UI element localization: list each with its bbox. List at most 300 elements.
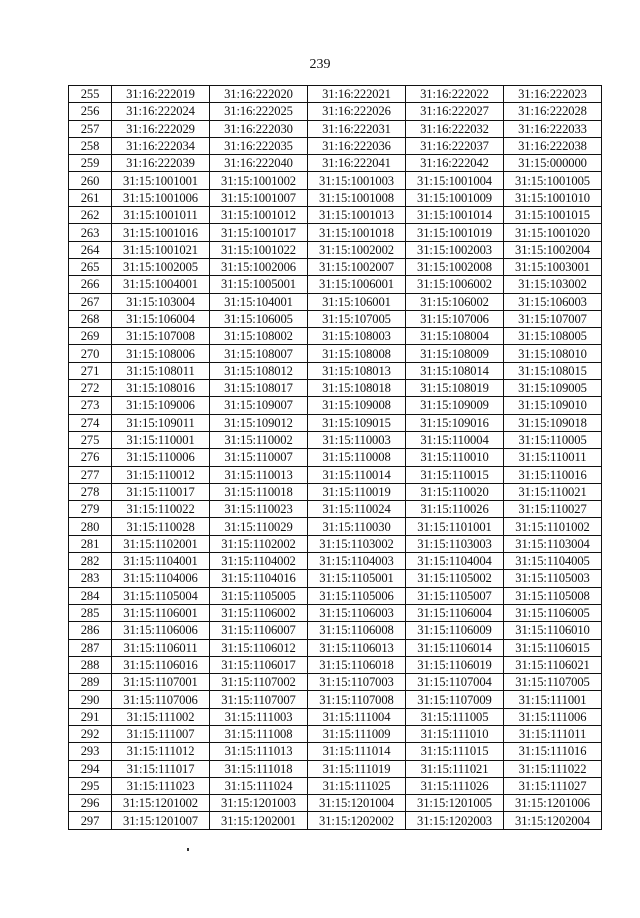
cadastral-number-cell: 31:15:111003 [210, 708, 308, 725]
cadastral-number-table [68, 85, 602, 830]
cadastral-number-cell: 31:16:222032 [406, 120, 504, 137]
cadastral-number-cell: 31:15:1105006 [308, 587, 406, 604]
page-number: 239 [309, 57, 331, 72]
cadastral-number-cell: 31:15:1102001 [112, 535, 210, 552]
table-row [69, 587, 602, 604]
cadastral-number-cell: 31:15:109011 [112, 414, 210, 431]
cadastral-number-cell: 31:15:1001015 [504, 207, 602, 224]
cadastral-number-cell: 31:15:109005 [504, 380, 602, 397]
cadastral-number-cell: 31:15:1001006 [112, 189, 210, 206]
cadastral-number-cell: 31:15:111027 [504, 777, 602, 794]
cadastral-number-cell: 31:15:1107002 [210, 674, 308, 691]
cadastral-number-cell: 31:15:110028 [112, 518, 210, 535]
cadastral-number-cell: 31:15:109012 [210, 414, 308, 431]
table-row [69, 674, 602, 691]
cadastral-number-cell: 31:16:222039 [112, 155, 210, 172]
table-row [69, 812, 602, 829]
cadastral-number-cell: 31:15:108015 [504, 362, 602, 379]
row-number-cell: 258 [69, 137, 112, 154]
table-row [69, 293, 602, 310]
table-row [69, 328, 602, 345]
row-number-cell: 255 [69, 86, 112, 103]
cadastral-number-cell: 31:15:108019 [406, 380, 504, 397]
cadastral-number-cell: 31:15:109016 [406, 414, 504, 431]
cadastral-number-cell: 31:15:1107004 [406, 674, 504, 691]
cadastral-number-cell: 31:15:1106013 [308, 639, 406, 656]
cadastral-number-cell: 31:15:1107006 [112, 691, 210, 708]
cadastral-number-cell: 31:16:222020 [210, 86, 308, 103]
cadastral-number-cell: 31:15:111019 [308, 760, 406, 777]
cadastral-number-cell: 31:16:222037 [406, 137, 504, 154]
cadastral-number-cell: 31:15:109007 [210, 397, 308, 414]
cadastral-number-cell: 31:15:1006001 [308, 276, 406, 293]
row-number-cell: 280 [69, 518, 112, 535]
cadastral-number-cell: 31:15:1106017 [210, 656, 308, 673]
cadastral-number-cell: 31:15:1104003 [308, 553, 406, 570]
cadastral-number-cell: 31:15:1105003 [504, 570, 602, 587]
cadastral-number-cell: 31:15:1104004 [406, 553, 504, 570]
cadastral-number-cell: 31:15:1002004 [504, 241, 602, 258]
cadastral-number-cell: 31:15:110019 [308, 483, 406, 500]
table-row [69, 760, 602, 777]
cadastral-number-cell: 31:15:107006 [406, 310, 504, 327]
cadastral-number-cell: 31:15:109010 [504, 397, 602, 414]
row-number-cell: 295 [69, 777, 112, 794]
row-number-cell: 288 [69, 656, 112, 673]
cadastral-number-cell: 31:15:1101001 [406, 518, 504, 535]
cadastral-number-cell: 31:15:108010 [504, 345, 602, 362]
cadastral-number-cell: 31:15:1105001 [308, 570, 406, 587]
cadastral-number-cell: 31:15:1202001 [210, 812, 308, 829]
cadastral-number-cell: 31:15:1001011 [112, 207, 210, 224]
table-row [69, 535, 602, 552]
row-number-cell: 259 [69, 155, 112, 172]
cadastral-number-cell: 31:15:110017 [112, 483, 210, 500]
cadastral-number-cell: 31:15:110029 [210, 518, 308, 535]
table-row [69, 639, 602, 656]
table-row [69, 501, 602, 518]
cadastral-number-cell: 31:15:1201002 [112, 795, 210, 812]
cadastral-number-cell: 31:15:111007 [112, 725, 210, 742]
cadastral-number-cell: 31:15:111024 [210, 777, 308, 794]
table-row [69, 466, 602, 483]
row-number-cell: 271 [69, 362, 112, 379]
row-number-cell: 290 [69, 691, 112, 708]
cadastral-number-cell: 31:15:1104005 [504, 553, 602, 570]
row-number-cell: 256 [69, 103, 112, 120]
cadastral-number-cell: 31:15:1106003 [308, 604, 406, 621]
cadastral-number-cell: 31:15:1002005 [112, 258, 210, 275]
cadastral-number-cell: 31:15:1107005 [504, 674, 602, 691]
cadastral-number-cell: 31:15:1001007 [210, 189, 308, 206]
cadastral-number-cell: 31:15:110026 [406, 501, 504, 518]
cadastral-number-cell: 31:15:1106016 [112, 656, 210, 673]
cadastral-number-cell: 31:16:222025 [210, 103, 308, 120]
table-row [69, 449, 602, 466]
table-row [69, 86, 602, 103]
cadastral-number-cell: 31:15:1106005 [504, 604, 602, 621]
cadastral-number-cell: 31:16:222024 [112, 103, 210, 120]
cadastral-number-cell: 31:15:1001003 [308, 172, 406, 189]
cadastral-number-cell: 31:15:1002008 [406, 258, 504, 275]
cadastral-number-cell: 31:15:1001010 [504, 189, 602, 206]
table-row [69, 777, 602, 794]
cadastral-number-cell: 31:15:106003 [504, 293, 602, 310]
cadastral-number-cell: 31:15:1101002 [504, 518, 602, 535]
cadastral-number-cell: 31:15:1107001 [112, 674, 210, 691]
cadastral-number-cell: 31:15:111026 [406, 777, 504, 794]
row-number-cell: 275 [69, 431, 112, 448]
cadastral-number-cell: 31:15:103002 [504, 276, 602, 293]
row-number-cell: 292 [69, 725, 112, 742]
table-row [69, 155, 602, 172]
cadastral-number-cell: 31:15:1001017 [210, 224, 308, 241]
cadastral-number-cell: 31:16:222035 [210, 137, 308, 154]
table-row [69, 553, 602, 570]
cadastral-number-cell: 31:15:110024 [308, 501, 406, 518]
cadastral-number-cell: 31:15:1201006 [504, 795, 602, 812]
cadastral-number-cell: 31:15:106004 [112, 310, 210, 327]
cadastral-number-cell: 31:15:1001001 [112, 172, 210, 189]
row-number-cell: 270 [69, 345, 112, 362]
cadastral-number-cell: 31:15:111004 [308, 708, 406, 725]
row-number-cell: 291 [69, 708, 112, 725]
cadastral-number-cell: 31:15:107008 [112, 328, 210, 345]
row-number-cell: 266 [69, 276, 112, 293]
cadastral-number-cell: 31:15:111001 [504, 691, 602, 708]
cadastral-number-cell: 31:15:110030 [308, 518, 406, 535]
row-number-cell: 262 [69, 207, 112, 224]
cadastral-number-cell: 31:15:1202004 [504, 812, 602, 829]
cadastral-number-cell: 31:15:108006 [112, 345, 210, 362]
cadastral-number-cell: 31:15:1001022 [210, 241, 308, 258]
cadastral-number-cell: 31:15:108013 [308, 362, 406, 379]
cadastral-number-cell: 31:15:110027 [504, 501, 602, 518]
table-row [69, 345, 602, 362]
cadastral-number-cell: 31:15:1107007 [210, 691, 308, 708]
cadastral-number-cell: 31:15:1105007 [406, 587, 504, 604]
cadastral-number-cell: 31:15:110018 [210, 483, 308, 500]
cadastral-number-cell: 31:15:1001021 [112, 241, 210, 258]
cadastral-number-cell: 31:15:111005 [406, 708, 504, 725]
cadastral-number-cell: 31:15:108002 [210, 328, 308, 345]
table-row [69, 725, 602, 742]
cadastral-number-cell: 31:16:222028 [504, 103, 602, 120]
cadastral-number-cell: 31:15:108009 [406, 345, 504, 362]
cadastral-number-cell: 31:15:1202003 [406, 812, 504, 829]
cadastral-number-cell: 31:15:110014 [308, 466, 406, 483]
table-row [69, 570, 602, 587]
cadastral-number-cell: 31:15:1106002 [210, 604, 308, 621]
row-number-cell: 285 [69, 604, 112, 621]
cadastral-number-cell: 31:15:1106007 [210, 622, 308, 639]
cadastral-number-cell: 31:15:1001016 [112, 224, 210, 241]
cadastral-number-cell: 31:15:1001004 [406, 172, 504, 189]
cadastral-number-cell: 31:15:1002003 [406, 241, 504, 258]
row-number-cell: 267 [69, 293, 112, 310]
cadastral-number-cell: 31:15:1001013 [308, 207, 406, 224]
cadastral-number-cell: 31:15:1104016 [210, 570, 308, 587]
row-number-cell: 281 [69, 535, 112, 552]
cadastral-number-cell: 31:16:222030 [210, 120, 308, 137]
cadastral-number-cell: 31:15:110013 [210, 466, 308, 483]
cadastral-number-cell: 31:15:1103003 [406, 535, 504, 552]
cadastral-number-cell: 31:15:1106015 [504, 639, 602, 656]
cadastral-number-cell: 31:15:111015 [406, 743, 504, 760]
row-number-cell: 283 [69, 570, 112, 587]
cadastral-number-cell: 31:15:110006 [112, 449, 210, 466]
cadastral-number-cell: 31:15:1103004 [504, 535, 602, 552]
table-row [69, 708, 602, 725]
cadastral-number-cell: 31:15:1106006 [112, 622, 210, 639]
cadastral-number-cell: 31:15:108014 [406, 362, 504, 379]
table-row [69, 414, 602, 431]
cadastral-number-cell: 31:15:108007 [210, 345, 308, 362]
cadastral-number-cell: 31:15:110011 [504, 449, 602, 466]
row-number-cell: 269 [69, 328, 112, 345]
cadastral-number-cell: 31:15:1104006 [112, 570, 210, 587]
cadastral-number-cell: 31:15:1201003 [210, 795, 308, 812]
cadastral-number-cell: 31:15:1106001 [112, 604, 210, 621]
cadastral-number-cell: 31:16:222036 [308, 137, 406, 154]
stray-mark [187, 848, 189, 851]
cadastral-number-cell: 31:15:1104001 [112, 553, 210, 570]
cadastral-number-cell: 31:16:222023 [504, 86, 602, 103]
cadastral-number-cell: 31:15:111011 [504, 725, 602, 742]
cadastral-number-cell: 31:16:222041 [308, 155, 406, 172]
cadastral-number-cell: 31:15:1003001 [504, 258, 602, 275]
cadastral-number-cell: 31:15:1106012 [210, 639, 308, 656]
table-row [69, 189, 602, 206]
row-number-cell: 287 [69, 639, 112, 656]
cadastral-number-cell: 31:15:111002 [112, 708, 210, 725]
cadastral-number-cell: 31:15:111023 [112, 777, 210, 794]
cadastral-number-cell: 31:15:111006 [504, 708, 602, 725]
table-row [69, 103, 602, 120]
cadastral-number-cell: 31:15:1107008 [308, 691, 406, 708]
cadastral-number-cell: 31:15:111014 [308, 743, 406, 760]
cadastral-number-cell: 31:15:106002 [406, 293, 504, 310]
cadastral-number-cell: 31:15:106005 [210, 310, 308, 327]
table-row [69, 172, 602, 189]
cadastral-number-cell: 31:15:108016 [112, 380, 210, 397]
row-number-cell: 297 [69, 812, 112, 829]
cadastral-number-cell: 31:16:222034 [112, 137, 210, 154]
cadastral-number-cell: 31:15:1106021 [504, 656, 602, 673]
cadastral-number-cell: 31:15:108003 [308, 328, 406, 345]
cadastral-number-cell: 31:16:222026 [308, 103, 406, 120]
cadastral-number-cell: 31:15:107005 [308, 310, 406, 327]
table-row [69, 656, 602, 673]
table-row [69, 276, 602, 293]
row-number-cell: 289 [69, 674, 112, 691]
row-number-cell: 277 [69, 466, 112, 483]
cadastral-number-cell: 31:15:111021 [406, 760, 504, 777]
cadastral-number-cell: 31:15:1106018 [308, 656, 406, 673]
cadastral-number-cell: 31:15:109008 [308, 397, 406, 414]
cadastral-number-cell: 31:15:1002006 [210, 258, 308, 275]
cadastral-number-cell: 31:15:1001002 [210, 172, 308, 189]
cadastral-number-cell: 31:15:1106010 [504, 622, 602, 639]
cadastral-number-cell: 31:16:222031 [308, 120, 406, 137]
row-number-cell: 268 [69, 310, 112, 327]
cadastral-number-cell: 31:15:1104002 [210, 553, 308, 570]
cadastral-number-cell: 31:15:103004 [112, 293, 210, 310]
table-row [69, 380, 602, 397]
cadastral-number-cell: 31:15:111018 [210, 760, 308, 777]
cadastral-number-cell: 31:15:110010 [406, 449, 504, 466]
table-row [69, 224, 602, 241]
cadastral-number-cell: 31:16:222038 [504, 137, 602, 154]
row-number-cell: 272 [69, 380, 112, 397]
cadastral-number-cell: 31:15:108005 [504, 328, 602, 345]
cadastral-number-cell: 31:16:222019 [112, 86, 210, 103]
row-number-cell: 260 [69, 172, 112, 189]
cadastral-number-cell: 31:15:1001018 [308, 224, 406, 241]
cadastral-number-cell: 31:15:110003 [308, 431, 406, 448]
row-number-cell: 257 [69, 120, 112, 137]
cadastral-number-cell: 31:15:1001009 [406, 189, 504, 206]
cadastral-number-cell: 31:15:111010 [406, 725, 504, 742]
row-number-cell: 293 [69, 743, 112, 760]
cadastral-number-cell: 31:15:1107009 [406, 691, 504, 708]
cadastral-number-cell: 31:15:108004 [406, 328, 504, 345]
cadastral-number-cell: 31:15:108011 [112, 362, 210, 379]
cadastral-number-cell: 31:15:1001012 [210, 207, 308, 224]
cadastral-number-cell: 31:15:1105008 [504, 587, 602, 604]
cadastral-number-cell: 31:15:1001020 [504, 224, 602, 241]
table-row [69, 691, 602, 708]
cadastral-number-cell: 31:15:109006 [112, 397, 210, 414]
cadastral-number-cell: 31:15:108017 [210, 380, 308, 397]
cadastral-number-cell: 31:15:111013 [210, 743, 308, 760]
row-number-cell: 264 [69, 241, 112, 258]
table-row [69, 743, 602, 760]
row-number-cell: 265 [69, 258, 112, 275]
table-row [69, 258, 602, 275]
cadastral-number-cell: 31:15:111017 [112, 760, 210, 777]
cadastral-number-cell: 31:15:104001 [210, 293, 308, 310]
cadastral-number-cell: 31:15:1105002 [406, 570, 504, 587]
table-row [69, 518, 602, 535]
cadastral-number-cell: 31:15:110007 [210, 449, 308, 466]
cadastral-number-cell: 31:15:109018 [504, 414, 602, 431]
cadastral-number-cell: 31:16:222033 [504, 120, 602, 137]
table-row [69, 310, 602, 327]
cadastral-number-cell: 31:15:1004001 [112, 276, 210, 293]
cadastral-number-cell: 31:15:1106004 [406, 604, 504, 621]
cadastral-number-cell: 31:15:108018 [308, 380, 406, 397]
cadastral-number-cell: 31:16:222042 [406, 155, 504, 172]
cadastral-number-cell: 31:16:222029 [112, 120, 210, 137]
table-row [69, 120, 602, 137]
row-number-cell: 273 [69, 397, 112, 414]
cadastral-number-cell: 31:15:110020 [406, 483, 504, 500]
cadastral-number-cell: 31:16:222022 [406, 86, 504, 103]
cadastral-number-cell: 31:16:222021 [308, 86, 406, 103]
cadastral-number-cell: 31:16:222040 [210, 155, 308, 172]
row-number-cell: 284 [69, 587, 112, 604]
table-row [69, 431, 602, 448]
row-number-cell: 286 [69, 622, 112, 639]
row-number-cell: 263 [69, 224, 112, 241]
cadastral-number-cell: 31:15:111025 [308, 777, 406, 794]
cadastral-number-cell: 31:15:1201007 [112, 812, 210, 829]
cadastral-number-cell: 31:15:1106019 [406, 656, 504, 673]
cadastral-number-cell: 31:15:110022 [112, 501, 210, 518]
cadastral-number-cell: 31:15:111016 [504, 743, 602, 760]
cadastral-number-cell: 31:15:108008 [308, 345, 406, 362]
table-body [69, 86, 602, 830]
row-number-cell: 274 [69, 414, 112, 431]
cadastral-number-cell: 31:15:110001 [112, 431, 210, 448]
cadastral-number-cell: 31:15:1105005 [210, 587, 308, 604]
cadastral-number-cell: 31:15:110016 [504, 466, 602, 483]
table-row [69, 362, 602, 379]
cadastral-number-cell: 31:15:110012 [112, 466, 210, 483]
cadastral-number-cell: 31:15:1001008 [308, 189, 406, 206]
cadastral-number-cell: 31:15:1002007 [308, 258, 406, 275]
cadastral-number-cell: 31:15:1106008 [308, 622, 406, 639]
cadastral-number-cell: 31:15:1107003 [308, 674, 406, 691]
table-row [69, 622, 602, 639]
row-number-cell: 296 [69, 795, 112, 812]
table-row [69, 604, 602, 621]
cadastral-number-cell: 31:15:108012 [210, 362, 308, 379]
cadastral-number-cell: 31:15:1001005 [504, 172, 602, 189]
cadastral-number-cell: 31:15:110004 [406, 431, 504, 448]
cadastral-number-cell: 31:15:1103002 [308, 535, 406, 552]
table-row [69, 241, 602, 258]
cadastral-number-cell: 31:15:110005 [504, 431, 602, 448]
cadastral-number-cell: 31:15:111022 [504, 760, 602, 777]
table-row [69, 397, 602, 414]
cadastral-number-cell: 31:15:1202002 [308, 812, 406, 829]
cadastral-number-cell: 31:15:106001 [308, 293, 406, 310]
cadastral-number-cell: 31:15:1001019 [406, 224, 504, 241]
cadastral-number-cell: 31:15:111009 [308, 725, 406, 742]
cadastral-number-cell: 31:16:222027 [406, 103, 504, 120]
cadastral-number-cell: 31:15:107007 [504, 310, 602, 327]
cadastral-number-cell: 31:15:111008 [210, 725, 308, 742]
table-row [69, 137, 602, 154]
row-number-cell: 276 [69, 449, 112, 466]
row-number-cell: 282 [69, 553, 112, 570]
cadastral-number-cell: 31:15:111012 [112, 743, 210, 760]
cadastral-number-cell: 31:15:1002002 [308, 241, 406, 258]
table-row [69, 795, 602, 812]
row-number-cell: 278 [69, 483, 112, 500]
cadastral-number-cell: 31:15:110008 [308, 449, 406, 466]
table-row [69, 207, 602, 224]
row-number-cell: 261 [69, 189, 112, 206]
cadastral-number-cell: 31:15:1106009 [406, 622, 504, 639]
cadastral-number-cell: 31:15:1106014 [406, 639, 504, 656]
cadastral-number-cell: 31:15:000000 [504, 155, 602, 172]
cadastral-number-cell: 31:15:110023 [210, 501, 308, 518]
cadastral-number-cell: 31:15:1201004 [308, 795, 406, 812]
table-row [69, 483, 602, 500]
cadastral-number-cell: 31:15:110002 [210, 431, 308, 448]
cadastral-number-cell: 31:15:1106011 [112, 639, 210, 656]
cadastral-number-cell: 31:15:1105004 [112, 587, 210, 604]
cadastral-number-cell: 31:15:109009 [406, 397, 504, 414]
cadastral-number-cell: 31:15:110021 [504, 483, 602, 500]
row-number-cell: 294 [69, 760, 112, 777]
cadastral-number-cell: 31:15:1102002 [210, 535, 308, 552]
cadastral-number-cell: 31:15:110015 [406, 466, 504, 483]
row-number-cell: 279 [69, 501, 112, 518]
